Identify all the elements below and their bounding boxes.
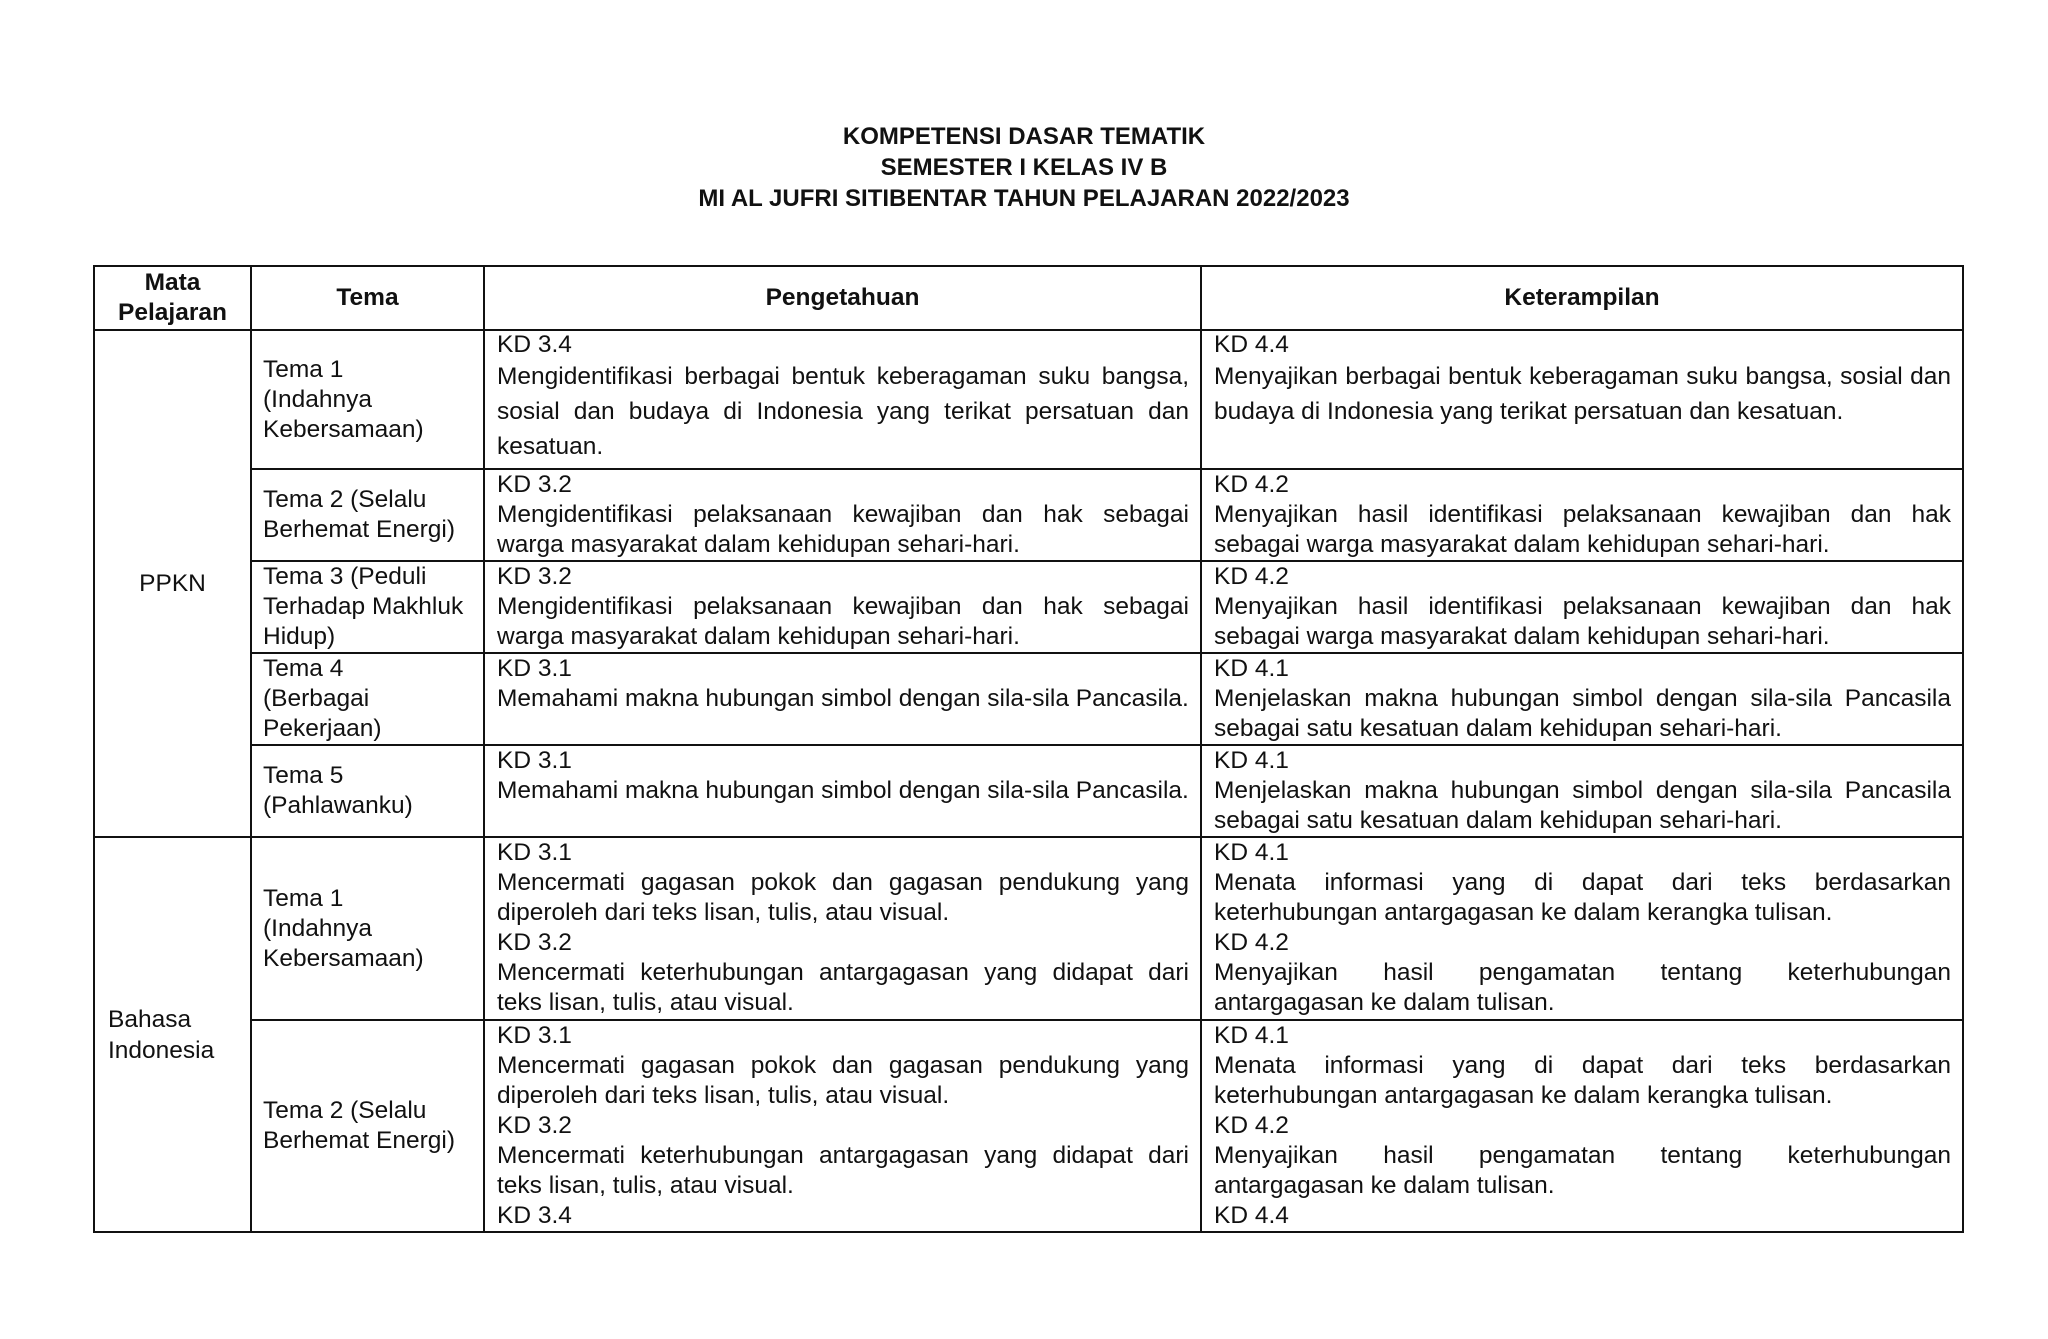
kd-description: Mengidentifikasi pelaksanaan kewajiban dan hak sebagai warga masyarakat dalam kehidupan sehari-hari. (497, 593, 1189, 650)
kd-description: Menata informasi yang di dapat dari teks berdasarkan keterhubungan antargagasan ke dalam kerangka tulisan. (1214, 869, 1951, 926)
pengetahuan-cell (484, 837, 1201, 1020)
header-tema: Tema (251, 266, 484, 330)
title-line-3: MI AL JUFRI SITIBENTAR TAHUN PELAJARAN 2022/2023 (698, 185, 1350, 212)
kd-description: Menyajikan berbagai bentuk keberagaman suku bangsa, sosial dan budaya di Indonesia yang terikat persatuan dan kesatuan. (1214, 363, 1951, 425)
kd-code: KD 4.2 (1214, 929, 1289, 956)
title-line-1: KOMPETENSI DASAR TEMATIK (842, 123, 1206, 150)
table-header-row (94, 266, 1963, 330)
kd-code: KD 4.2 (1214, 471, 1289, 498)
title-line-2: SEMESTER I KELAS IV B (880, 154, 1168, 181)
keterampilan-cell (1201, 837, 1963, 1020)
kd-description: Mencermati gagasan pokok dan gagasan pendukung yang diperoleh dari teks lisan, tulis, atau visual. (497, 1052, 1189, 1109)
keterampilan-cell (1201, 469, 1963, 561)
kd-code: KD 3.2 (497, 563, 572, 590)
kd-description: Mengidentifikasi berbagai bentuk keberagaman suku bangsa, sosial dan budaya di Indonesia yang terikat persatuan dan kesatuan. (497, 363, 1189, 460)
kd-code: KD 3.1 (497, 747, 572, 774)
kd-description: Menyajikan hasil identifikasi pelaksanaan kewajiban dan hak sebagai warga masyarakat dalam kehidupan sehari-hari. (1214, 593, 1951, 650)
header-keterampilan: Keterampilan (1201, 266, 1963, 330)
kd-code: KD 3.2 (497, 929, 572, 956)
competency-table (93, 265, 1964, 1233)
table-row (94, 1020, 1963, 1232)
keterampilan-cell (1201, 561, 1963, 653)
tema-cell: Tema 2 (Selalu Berhemat Energi) (251, 1020, 484, 1232)
kd-code: KD 4.4 (1214, 1202, 1289, 1229)
pengetahuan-cell (484, 330, 1201, 469)
header-mata-pelajaran: Mata Pelajaran (94, 266, 251, 330)
kd-code: KD 4.1 (1214, 839, 1289, 866)
tema-cell: Tema 1 (Indahnya Kebersamaan) (251, 837, 484, 1020)
pengetahuan-cell (484, 469, 1201, 561)
kd-code: KD 3.1 (497, 1022, 572, 1049)
pengetahuan-cell (484, 653, 1201, 745)
kd-code: KD 3.2 (497, 1112, 572, 1139)
tema-cell: Tema 2 (Selalu Berhemat Energi) (251, 469, 484, 561)
table-row (94, 469, 1963, 561)
kd-code: KD 4.1 (1214, 655, 1289, 682)
table-row (94, 653, 1963, 745)
kd-code: KD 4.4 (1214, 331, 1289, 358)
kd-description: Memahami makna hubungan simbol dengan sila-sila Pancasila. (497, 685, 1189, 712)
kd-description: Menjelaskan makna hubungan simbol dengan sila-sila Pancasila sebagai satu kesatuan dalam kehidupan sehari-hari. (1214, 685, 1951, 742)
document-title (0, 121, 2048, 214)
kd-description: Mengidentifikasi pelaksanaan kewajiban dan hak sebagai warga masyarakat dalam kehidupan sehari-hari. (497, 501, 1189, 558)
header-pengetahuan: Pengetahuan (484, 266, 1201, 330)
kd-code: KD 3.2 (497, 471, 572, 498)
table-row (94, 837, 1963, 1020)
kd-description: Menyajikan hasil pengamatan tentang keterhubungan antargagasan ke dalam tulisan. (1214, 1142, 1951, 1199)
kd-description: Mencermati gagasan pokok dan gagasan pendukung yang diperoleh dari teks lisan, tulis, atau visual. (497, 869, 1189, 926)
kd-code: KD 3.1 (497, 839, 572, 866)
pengetahuan-cell (484, 1020, 1201, 1232)
kd-description: Menjelaskan makna hubungan simbol dengan sila-sila Pancasila sebagai satu kesatuan dalam kehidupan sehari-hari. (1214, 777, 1951, 834)
subject-bahasa-indonesia: Bahasa Indonesia (94, 837, 251, 1232)
kd-code: KD 4.2 (1214, 1112, 1289, 1139)
kd-description: Mencermati keterhubungan antargagasan yang didapat dari teks lisan, tulis, atau visual. (497, 959, 1189, 1016)
kd-code: KD 4.1 (1214, 747, 1289, 774)
kd-code: KD 4.2 (1214, 563, 1289, 590)
table-row (94, 561, 1963, 653)
tema-cell: Tema 3 (Peduli Terhadap Makhluk Hidup) (251, 561, 484, 653)
kd-code: KD 3.4 (497, 1202, 572, 1229)
keterampilan-cell (1201, 330, 1963, 469)
subject-ppkn: PPKN (94, 330, 251, 837)
tema-cell: Tema 1 (Indahnya Kebersamaan) (251, 330, 484, 469)
keterampilan-cell (1201, 1020, 1963, 1232)
table-row (94, 745, 1963, 837)
kd-code: KD 3.4 (497, 331, 572, 358)
tema-cell: Tema 5 (Pahlawanku) (251, 745, 484, 837)
keterampilan-cell (1201, 745, 1963, 837)
table-row (94, 330, 1963, 469)
tema-cell: Tema 4 (Berbagai Pekerjaan) (251, 653, 484, 745)
kd-code: KD 3.1 (497, 655, 572, 682)
pengetahuan-cell (484, 561, 1201, 653)
kd-code: KD 4.1 (1214, 1022, 1289, 1049)
kd-description: Mencermati keterhubungan antargagasan yang didapat dari teks lisan, tulis, atau visual. (497, 1142, 1189, 1199)
kd-description: Memahami makna hubungan simbol dengan sila-sila Pancasila. (497, 777, 1189, 804)
kd-description: Menyajikan hasil identifikasi pelaksanaan kewajiban dan hak sebagai warga masyarakat dalam kehidupan sehari-hari. (1214, 501, 1951, 558)
pengetahuan-cell (484, 745, 1201, 837)
kd-description: Menyajikan hasil pengamatan tentang keterhubungan antargagasan ke dalam tulisan. (1214, 959, 1951, 1016)
kd-description: Menata informasi yang di dapat dari teks berdasarkan keterhubungan antargagasan ke dalam kerangka tulisan. (1214, 1052, 1951, 1109)
keterampilan-cell (1201, 653, 1963, 745)
